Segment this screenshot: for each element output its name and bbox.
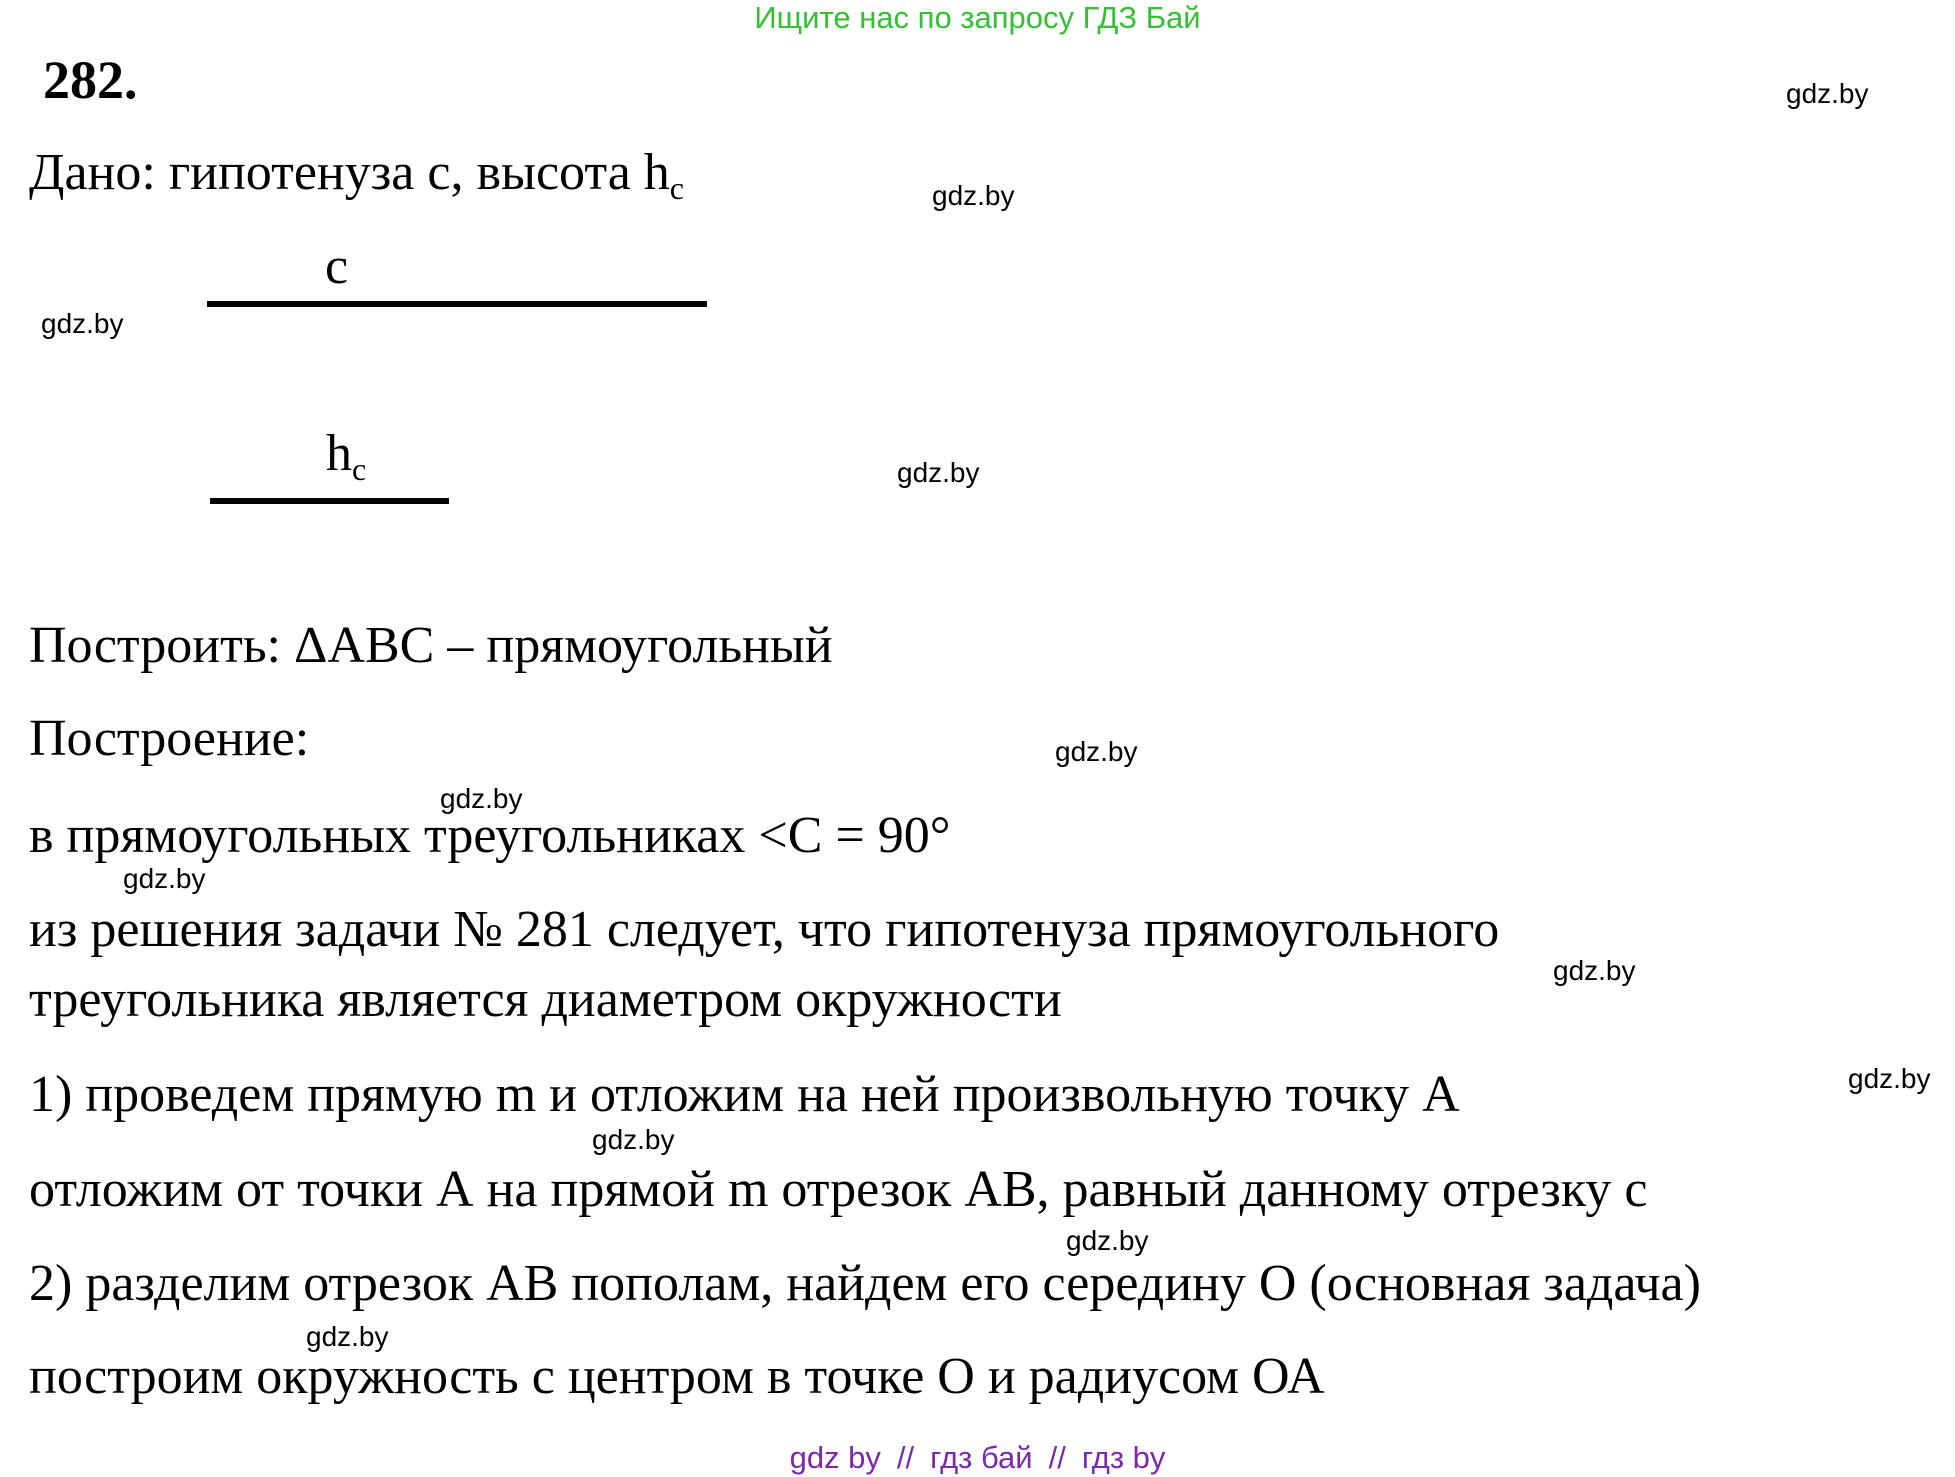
construction-heading: Построение: <box>29 710 310 767</box>
watermark: gdz.by <box>592 1124 675 1155</box>
segment-h-subscript: c <box>352 451 367 487</box>
watermark: gdz.by <box>897 457 980 488</box>
watermark: gdz.by <box>440 783 523 814</box>
given-text: Дано: гипотенуза с, высота h <box>29 144 670 201</box>
top-banner: Ищите нас по запросу ГДЗ Бай <box>754 0 1201 35</box>
footer-link-gdz-by[interactable]: gdz by <box>789 1440 881 1475</box>
segment-h-label <box>326 424 366 499</box>
watermark: gdz.by <box>41 308 124 339</box>
text-line: из решения задачи № 281 следует, что гипотенуза прямоугольного <box>29 901 1500 958</box>
watermark: gdz.by <box>123 863 206 894</box>
footer <box>0 1440 1955 1476</box>
watermark: gdz.by <box>1066 1225 1149 1256</box>
watermark: gdz.by <box>1848 1063 1931 1094</box>
watermark: gdz.by <box>1055 736 1138 767</box>
text-line: треугольника является диаметром окружности <box>29 971 1062 1028</box>
footer-link-gdz-bai[interactable]: гдз бай <box>930 1440 1033 1475</box>
given-subscript: c <box>669 170 684 206</box>
text-line: построим окружность с центром в точке О и радиусом ОА <box>29 1348 1325 1405</box>
footer-separator: // <box>1048 1440 1066 1475</box>
given-line <box>29 143 684 218</box>
footer-separator: // <box>896 1440 915 1475</box>
footer-link-gdz-by-2[interactable]: гдз by <box>1081 1440 1166 1475</box>
watermark: gdz.by <box>932 180 1015 211</box>
segment-c <box>207 301 707 307</box>
segment-h <box>210 498 449 504</box>
construct-line: Построить: ΔABC – прямоугольный <box>29 617 833 674</box>
problem-number: 282. <box>43 50 138 110</box>
step-1: 1) проведем прямую m и отложим на ней произвольную точку А <box>29 1066 1460 1123</box>
text-line: в прямоугольных треугольниках <C = 90° <box>29 807 951 864</box>
segment-c-label: c <box>325 238 349 295</box>
watermark: gdz.by <box>306 1321 389 1352</box>
text-line: отложим от точки А на прямой m отрезок АВ, равный данному отрезку с <box>29 1161 1648 1218</box>
segment-h-letter: h <box>326 425 352 482</box>
watermark: gdz.by <box>1786 78 1869 109</box>
step-2: 2) разделим отрезок АВ пополам, найдем его середину О (основная задача) <box>29 1255 1701 1312</box>
watermark: gdz.by <box>1553 955 1636 986</box>
